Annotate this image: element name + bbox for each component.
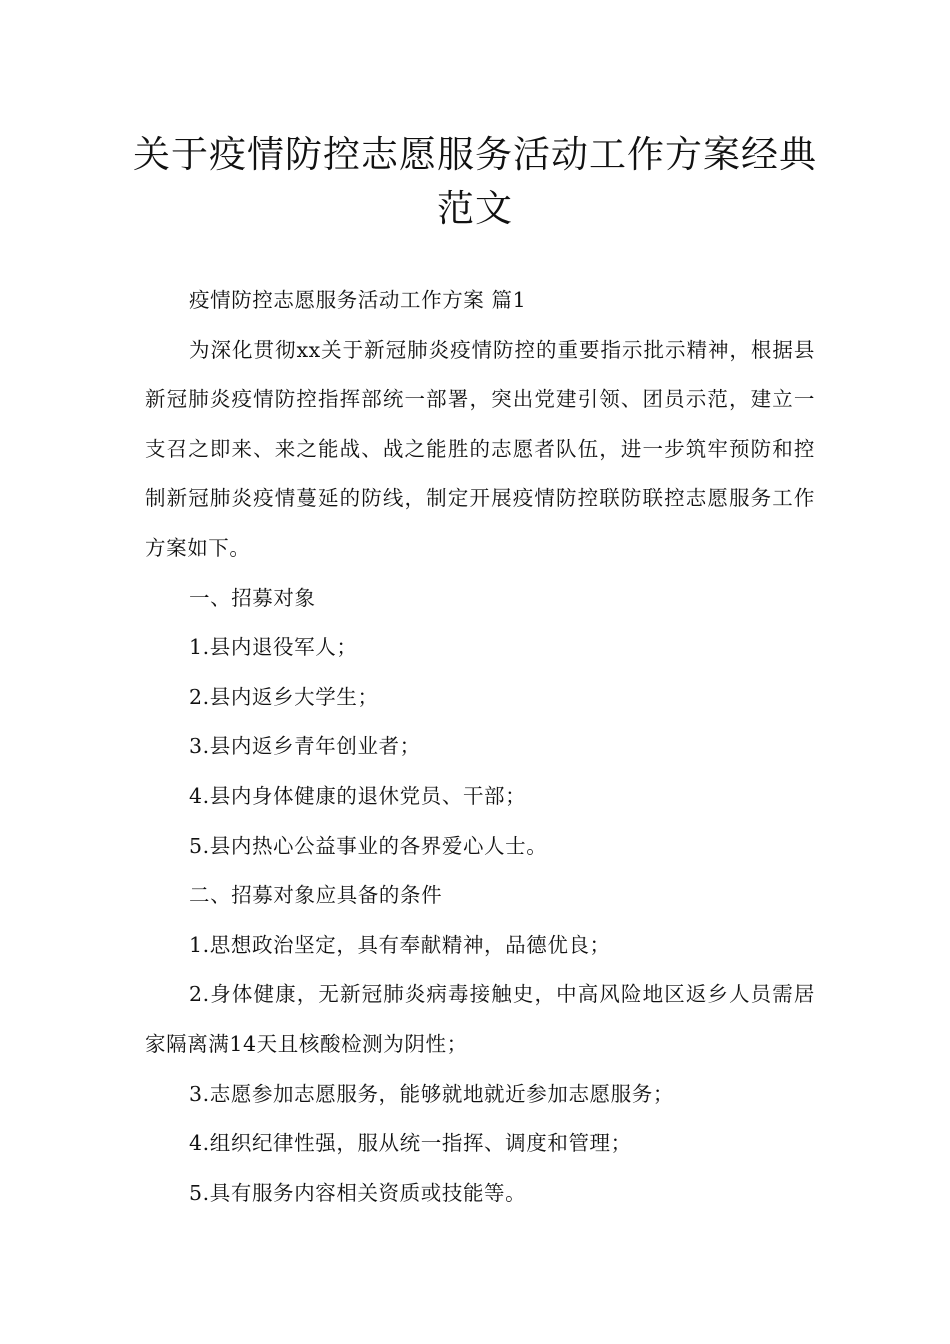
- list-item: 4.组织纪律性强，服从统一指挥、调度和管理；: [189, 1131, 632, 1156]
- list-item: 3.县内返乡青年创业者；: [189, 734, 421, 759]
- list-item: 4.县内身体健康的退休党员、干部；: [189, 783, 527, 808]
- list-item: 1.思想政治坚定，具有奉献精神，品德优良；: [189, 932, 611, 957]
- list-item: 2.身体健康，无新冠肺炎病毒接触史，中高风险地区返乡人员需居家隔离满14天且核酸检测为阴性；: [145, 982, 815, 1056]
- list-item: 2.县内返乡大学生；: [189, 684, 379, 709]
- list-item: 5.县内热心公益事业的各界爱心人士。: [189, 833, 548, 858]
- document-title: 关于疫情防控志愿服务活动工作方案经典范文: [133, 133, 817, 230]
- list-item: 5.具有服务内容相关资质或技能等。: [189, 1180, 527, 1205]
- section-heading-recruit-targets: 一、招募对象: [189, 585, 316, 610]
- intro-paragraph: 为深化贯彻xx关于新冠肺炎疫情防控的重要指示批示精神，根据县新冠肺炎疫情防控指挥部统一部署，突出党建引领、团员示范，建立一支召之即来、来之能战、战之能胜的志愿者队伍，进一步筑牢预防和控制新冠肺炎疫情蔓延的防线，制定开展疫情防控联防联控志愿服务工作方案如下。: [145, 337, 815, 560]
- section-heading-plan: 疫情防控志愿服务活动工作方案 篇1: [189, 288, 527, 312]
- section-heading-conditions: 二、招募对象应具备的条件: [189, 883, 443, 908]
- list-item: 3.志愿参加志愿服务，能够就地就近参加志愿服务；: [189, 1081, 674, 1106]
- list-item: 1.县内退役军人；: [189, 635, 358, 660]
- document-body: [145, 276, 815, 1218]
